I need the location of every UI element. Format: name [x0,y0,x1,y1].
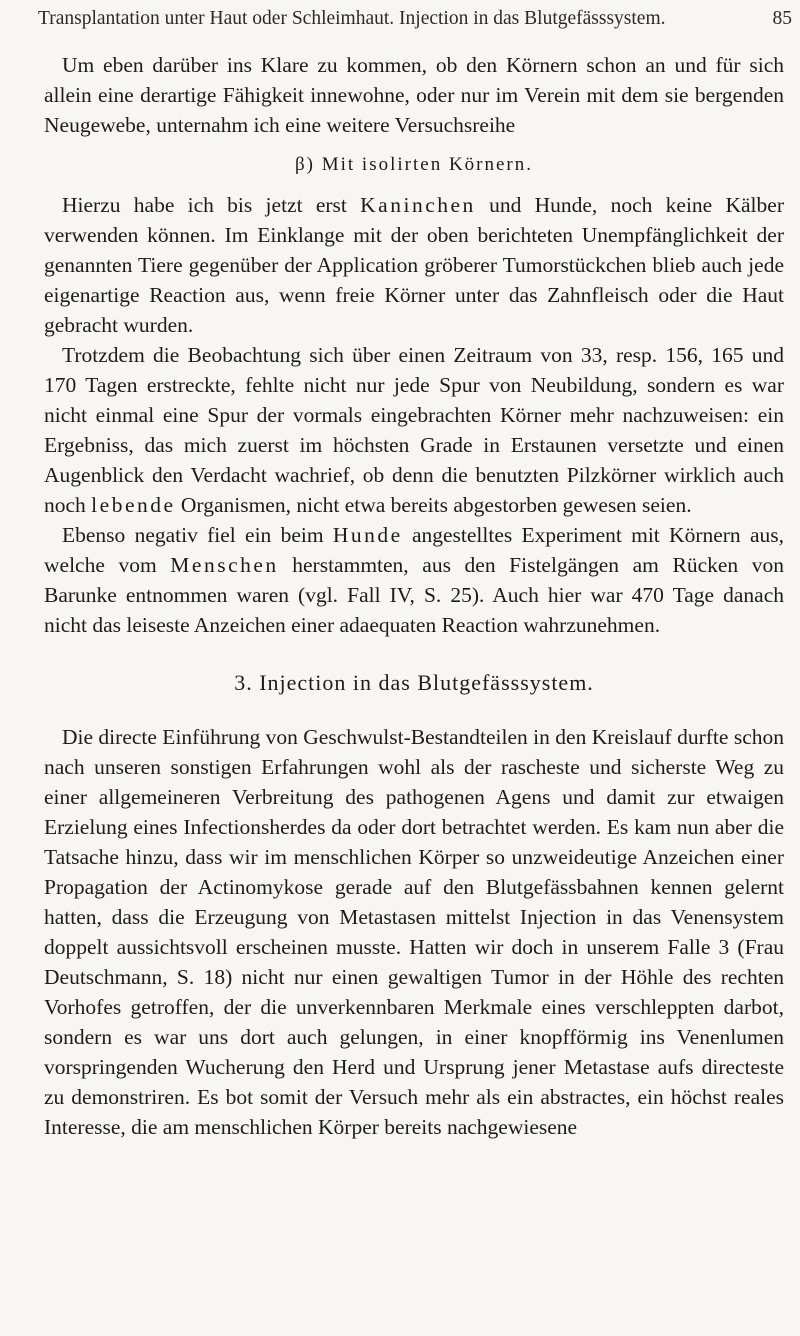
text-run: und Hunde, noch keine Kälber verwenden können. Im Einklange mit der oben berichteten Unempfänglichkeit der genannten Tiere gegenüber der Application gröberer Tumorstückchen blieb auch jede eigenartige Reaction aus, wenn freie Körner unter das Zahnfleisch oder die Haut gebracht wurden. [44,193,784,337]
paragraph-kaninchen [44,190,784,340]
page-number: 85 [772,8,792,29]
body-text [44,50,784,1142]
emphasis-kaninchen: Kaninchen [360,193,476,217]
emphasis-menschen: Menschen [170,553,279,577]
text-run: herstammten, aus den Fistelgängen am Rücken von Barunke entnommen waren (vgl. Fall IV, S. 25). Auch hier war 470 Tage danach nicht das leiseste Anzeichen einer adaequaten Reaction wahrzunehmen. [44,553,784,637]
text-run: angestelltes Experiment mit Körnern aus, welche vom [44,523,784,577]
paragraph-hunde [44,520,784,640]
emphasis-hunde: Hunde [332,523,403,547]
running-title: Transplantation unter Haut oder Schleimhaut. Injection in das Blutgefässsystem. [38,8,666,29]
paragraph-injection: Die directe Einführung von Geschwulst-Bestandteilen in den Kreislauf durfte schon nach unseren sonstigen Erfahrungen wohl als der rascheste und sicherste Weg zu einer allgemeineren Verbreitung des pathogenen Agens und damit zur etwaigen Erzielung eines Infectionsherdes da oder dort betrachtet werden. Es kam nun aber die Tatsache hinzu, dass wir im menschlichen Körper so unzweideutige Anzeichen einer Propagation der Actinomykose gerade auf den Blutgefässbahnen kennen gelernt hatten, dass die Erzeugung von Metastasen mittelst Injection in das Venensystem doppelt aussichtsvoll erscheinen musste. Hatten wir doch in unserem Falle 3 (Frau Deutschmann, S. 18) nicht nur einen gewaltigen Tumor in der Höhle des rechten Vorhofes getroffen, der die unverkennbaren Merkmale eines verschleppten darbot, sondern es war uns dort auch gelungen, in einer knopfförmig ins Venenlumen vorspringenden Wucherung den Herd und Ursprung jener Metastase aufs directeste zu demonstriren. Es bot somit der Versuch mehr als ein abstractes, ein höchst reales Interesse, die am menschlichen Körper bereits nachgewiesene [44,725,784,1139]
running-head [38,4,798,34]
text-run: Trotzdem die Beobachtung sich über einen Zeitraum von 33, resp. 156, 165 und 170 Tagen erstreckte, fehlte nicht nur jede Spur von Neubildung, sondern es war nicht einmal eine Spur der vormals eingebrachten Körner mehr nachzuweisen: ein Ergebniss, das mich zuerst im höchsten Grade in Erstaunen versetzte und einen Augenblick den Verdacht wachrief, ob denn die benutzten Pilzkörner wirklich auch noch [44,343,784,517]
text-run: Ebenso negativ fiel ein beim [62,523,333,547]
section-heading-3: 3. Injection in das Blutgefässsystem. [234,670,594,695]
subsection-heading-beta: β) Mit isolirten Körnern. [294,154,534,175]
text-run: Organismen, nicht etwa bereits abgestorben gewesen seien. [175,493,692,517]
emphasis-lebende: lebende [91,493,176,517]
intro-paragraph: Um eben darüber ins Klare zu kommen, ob den Körnern schon an und für sich allein eine derartige Fähigkeit innewohne, oder nur im Verein mit dem sie bergenden Neugewebe, unternahm ich eine weitere Versuchsreihe [44,53,784,137]
paragraph-beobachtung [44,340,784,520]
text-run: Hierzu habe ich bis jetzt erst [62,193,361,217]
